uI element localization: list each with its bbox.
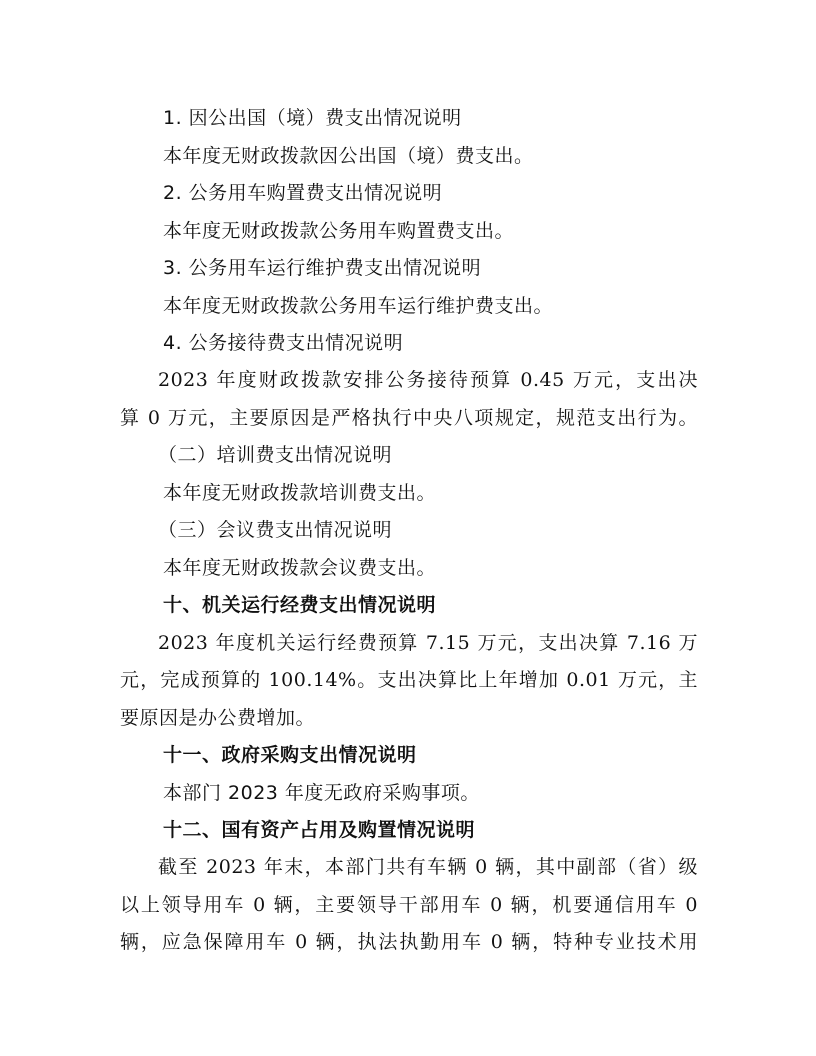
paragraph-vehicle-operation: 本年度无财政拨款公务用车运行维护费支出。 <box>163 295 554 317</box>
paragraph-reception-line-1: 2023 年度财政拨款安排公务接待预算 0.45 万元，支出决 <box>158 369 698 391</box>
section-heading-meeting: （三）会议费支出情况说明 <box>158 519 393 541</box>
paragraph-state-assets-line-3: 辆，应急保障用车 0 辆，执法执勤用车 0 辆，特种专业技术用 <box>120 931 698 953</box>
paragraph-operating-funds-line-2: 元，完成预算的 100.14%。支出决算比上年增加 0.01 万元，主 <box>120 669 698 691</box>
paragraph-overseas-travel: 本年度无财政拨款因公出国（境）费支出。 <box>163 145 534 167</box>
paragraph-training: 本年度无财政拨款培训费支出。 <box>163 482 437 504</box>
section-heading-operating-funds: 十、机关运行经费支出情况说明 <box>163 594 437 616</box>
section-heading-state-assets: 十二、国有资产占用及购置情况说明 <box>163 819 476 841</box>
paragraph-operating-funds-line-3: 要原因是办公费增加。 <box>120 707 316 729</box>
item-heading-reception: 4. 公务接待费支出情况说明 <box>163 332 404 354</box>
section-heading-training: （二）培训费支出情况说明 <box>158 444 393 466</box>
paragraph-state-assets-line-1: 截至 2023 年末，本部门共有车辆 0 辆，其中副部（省）级 <box>158 856 698 878</box>
paragraph-state-assets-line-2: 以上领导用车 0 辆，主要领导干部用车 0 辆，机要通信用车 0 <box>120 894 698 916</box>
item-heading-vehicle-operation: 3. 公务用车运行维护费支出情况说明 <box>163 257 482 279</box>
paragraph-vehicle-purchase: 本年度无财政拨款公务用车购置费支出。 <box>163 220 515 242</box>
paragraph-operating-funds-line-1: 2023 年度机关运行经费预算 7.15 万元，支出决算 7.16 万 <box>158 632 698 654</box>
section-heading-procurement: 十一、政府采购支出情况说明 <box>163 744 417 766</box>
item-heading-overseas-travel: 1. 因公出国（境）费支出情况说明 <box>163 107 462 129</box>
item-heading-vehicle-purchase: 2. 公务用车购置费支出情况说明 <box>163 182 443 204</box>
paragraph-meeting: 本年度无财政拨款会议费支出。 <box>163 557 437 579</box>
paragraph-procurement: 本部门 2023 年度无政府采购事项。 <box>163 782 480 804</box>
paragraph-reception-line-2: 算 0 万元，主要原因是严格执行中央八项规定，规范支出行为。 <box>120 407 698 429</box>
